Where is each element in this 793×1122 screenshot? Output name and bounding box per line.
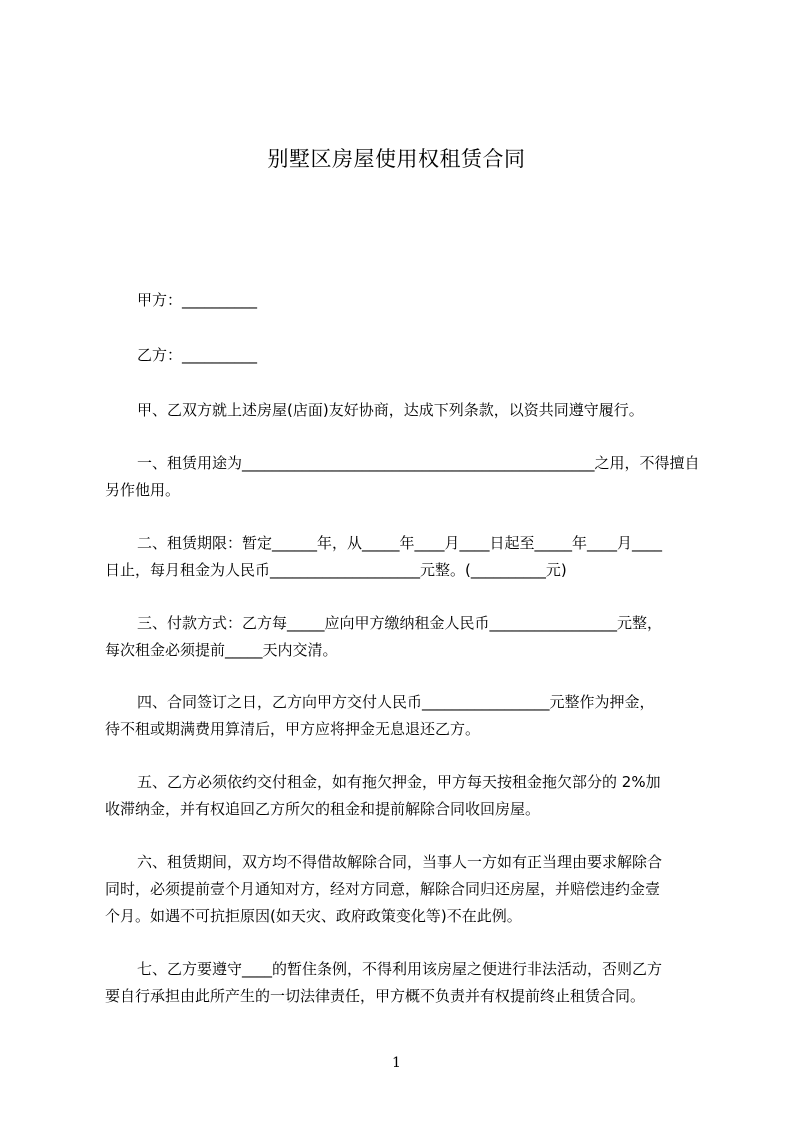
clause-4-line-2: 待不租或期满费用算清后，甲方应将押金无息退还乙方。 xyxy=(105,720,481,738)
party-a-line: 甲方：__________ xyxy=(137,291,258,309)
clause-7-line-1: 七、乙方要遵守____的暂住条例，不得利用该房屋之便进行非法活动，否则乙方 xyxy=(137,960,663,978)
clause-1-line-2: 另作他用。 xyxy=(105,481,181,499)
document-title: 别墅区房屋使用权租赁合同 xyxy=(267,147,526,171)
clause-5-line-2: 收滞纳金，并有权追回乙方所欠的租金和提前解除合同收回房屋。 xyxy=(105,800,541,818)
clause-2-line-1: 二、租赁期限：暂定______年，从_____年____月____日起至_____年____月____ xyxy=(137,534,663,552)
clause-3-line-1: 三、付款方式：乙方每_____应向甲方缴纳租金人民币_________________元整， xyxy=(137,614,663,632)
clause-7-line-2: 要自行承担由此所产生的一切法律责任，甲方概不负责并有权提前终止租赁合同。 xyxy=(105,987,646,1005)
clause-6-line-2: 同时，必须提前壹个月通知对方，经对方同意，解除合同归还房屋，并赔偿违约金壹 xyxy=(105,880,661,898)
clause-5-line-1: 五、乙方必须依约交付租金，如有拖欠押金，甲方每天按租金拖欠部分的 2%加 xyxy=(137,773,661,791)
clause-3-line-2: 每次租金必须提前_____天内交清。 xyxy=(105,641,338,659)
party-b-line: 乙方：__________ xyxy=(137,346,258,364)
page-number: 1 xyxy=(392,1055,401,1071)
clause-6-line-1: 六、租赁期间，双方均不得借故解除合同，当事人一方如有正当理由要求解除合 xyxy=(137,853,663,871)
clause-6-line-3: 个月。如遇不可抗拒原因(如天灾、政府政策变化等)不在此例。 xyxy=(105,907,522,925)
clause-4-line-1: 四、合同签订之日，乙方向甲方交付人民币_________________元整作为押金， xyxy=(137,693,655,711)
intro-paragraph: 甲、乙双方就上述房屋(店面)友好协商，达成下列条款，以资共同遵守履行。 xyxy=(137,401,644,419)
clause-1-line-1: 一、租赁用途为_______________________________________________之用，不得擅自 xyxy=(137,454,700,472)
clause-2-line-2: 日止，每月租金为人民币____________________元整。(__________元) xyxy=(105,561,567,579)
